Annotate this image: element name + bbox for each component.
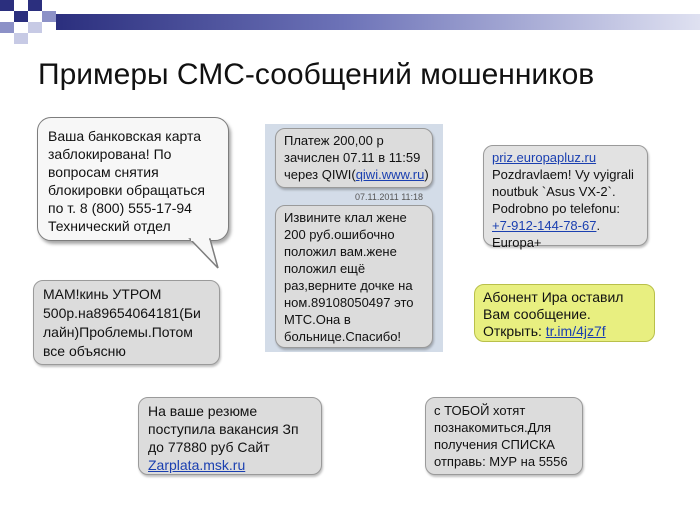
europa-phone-line bbox=[492, 217, 639, 234]
mom-line-4: все объясню bbox=[43, 343, 126, 359]
wrong-transfer-sms-bubble bbox=[275, 205, 433, 348]
ira-line-2: Вам сообщение. bbox=[483, 306, 591, 322]
dating-line-1: с ТОБОЙ хотят bbox=[434, 403, 526, 418]
dating-sms-bubble bbox=[425, 397, 583, 475]
resume-line-2: поступила вакансия Зп bbox=[148, 421, 299, 437]
resume-line-1: На ваше резюме bbox=[148, 403, 258, 419]
mom-sms-bubble bbox=[33, 280, 220, 365]
payment-line-3 bbox=[284, 166, 429, 183]
resume-line-3: до 77880 руб Сайт bbox=[148, 439, 270, 455]
dating-line-4: отправь: МУР на 5556 bbox=[434, 454, 568, 469]
europa-sms-bubble bbox=[483, 145, 648, 250]
transfer-line-3: положил вам.жене bbox=[284, 244, 397, 259]
zarplata-link[interactable]: Zarplata.msk.ru bbox=[148, 457, 246, 473]
transfer-line-7: МТС.Она в bbox=[284, 312, 351, 327]
slide-title: Примеры СМС-сообщений мошенников bbox=[38, 58, 595, 91]
mom-line-2: 500р.на89654064181(Би bbox=[43, 305, 201, 321]
transfer-line-5: раз,верните дочке на bbox=[284, 278, 413, 293]
transfer-line-6: ном.89108050497 это bbox=[284, 295, 414, 310]
ira-sms-bubble bbox=[474, 284, 655, 342]
payment-line-3-close: ) bbox=[424, 167, 429, 182]
payment-line-1: Платеж 200,00 р bbox=[284, 133, 384, 148]
transfer-line-2: 200 руб.ошибочно bbox=[284, 227, 395, 242]
transfer-line-1: Извините клал жене bbox=[284, 210, 407, 225]
payment-line-2: зачислен 07.11 в 11:59 bbox=[284, 150, 421, 165]
bank-sms-bubble bbox=[37, 117, 229, 241]
bank-line-1: Ваша банковская карта bbox=[48, 128, 202, 144]
europa-site-link[interactable]: priz.europapluz.ru bbox=[492, 150, 597, 165]
qiwi-link[interactable]: qiwi.www.ru bbox=[355, 167, 425, 182]
resume-sms-bubble bbox=[138, 397, 322, 475]
europa-line-3: Podrobno po telefonu: bbox=[492, 201, 620, 216]
ira-open-label: Открыть: bbox=[483, 323, 546, 339]
ira-line-1: Абонент Ира оставил bbox=[483, 289, 624, 305]
europa-signature: Europa+ bbox=[492, 235, 542, 250]
europa-phone-link[interactable]: +7-912-144-78-67 bbox=[492, 218, 597, 233]
dating-line-3: получения СПИСКА bbox=[434, 437, 555, 452]
mom-line-1: МАМ!кинь УТРОМ bbox=[43, 286, 162, 302]
bank-line-5: по т. 8 (800) 555-17-94 bbox=[48, 200, 192, 216]
transfer-line-8: больнице.Спасибо! bbox=[284, 329, 402, 344]
europa-line-1: Pozdravlaem! Vy vyigrali bbox=[492, 167, 634, 182]
transfer-line-4: положил ещё bbox=[284, 261, 366, 276]
corner-checker-pattern bbox=[0, 0, 56, 44]
dating-line-2: познакомиться.Для bbox=[434, 420, 552, 435]
europa-line-2: noutbuk `Asus VX-2`. bbox=[492, 184, 616, 199]
bank-line-3: вопросам снятия bbox=[48, 164, 159, 180]
bank-bubble-tail bbox=[188, 238, 222, 272]
ira-open-line bbox=[483, 323, 646, 340]
bank-line-4: блокировки обращаться bbox=[48, 182, 205, 198]
payment-line-3-text: через QIWI( bbox=[284, 167, 356, 182]
mom-line-3: лайн)Проблемы.Потом bbox=[43, 324, 193, 340]
message-timestamp: 07.11.2011 11:18 bbox=[355, 192, 424, 202]
header-gradient-bar bbox=[56, 14, 700, 30]
ira-short-link[interactable]: tr.im/4jz7f bbox=[545, 323, 606, 339]
bank-line-6: Технический отдел bbox=[48, 218, 171, 234]
bank-line-2: заблокирована! По bbox=[48, 146, 172, 162]
europa-phone-suffix: . bbox=[596, 218, 601, 233]
payment-sms-bubble bbox=[275, 128, 433, 188]
